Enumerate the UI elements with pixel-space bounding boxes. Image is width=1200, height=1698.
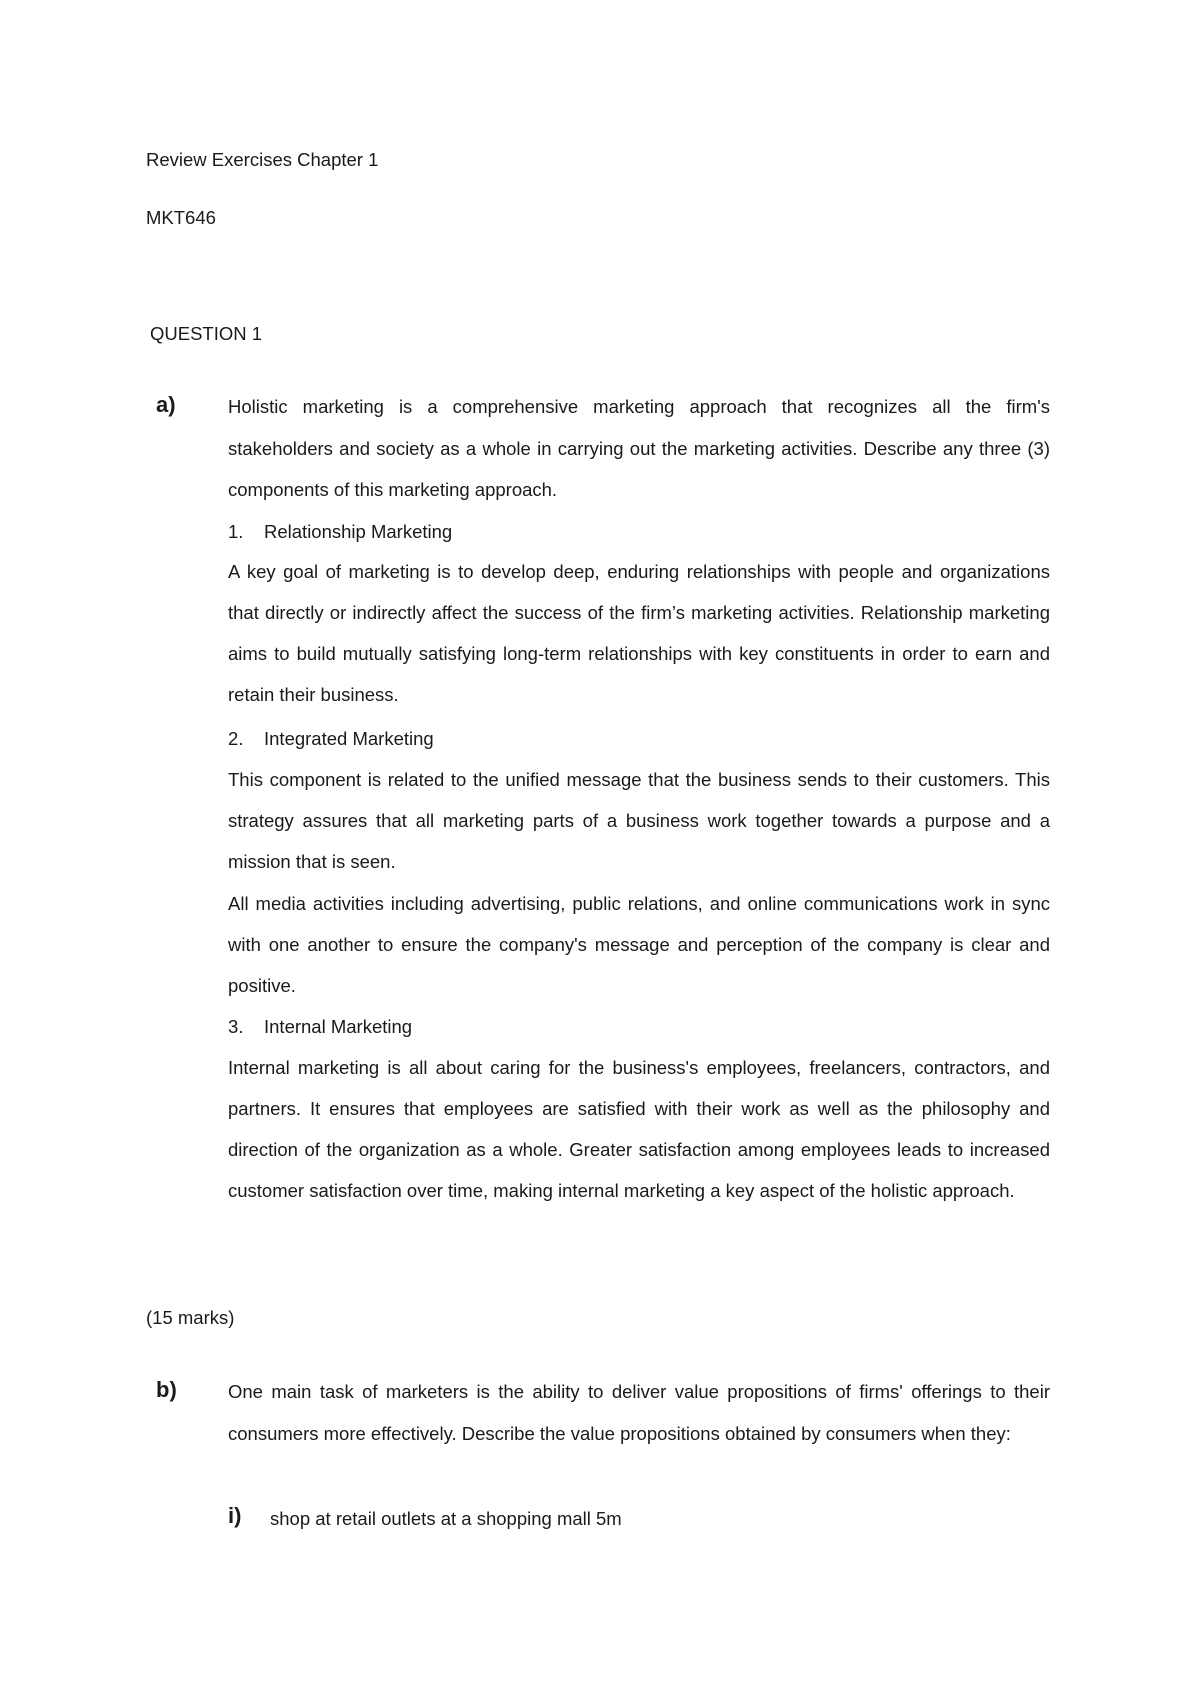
part-a-label: a)	[156, 392, 176, 417]
list-item-label: Integrated Marketing	[264, 728, 434, 749]
list-item-title	[228, 520, 452, 544]
sub-item-label: i)	[228, 1503, 242, 1528]
list-item-number: 1.	[228, 521, 244, 542]
part-b-label: b)	[156, 1377, 177, 1402]
list-item-label: Internal Marketing	[264, 1016, 413, 1037]
list-item-paragraph: A key goal of marketing is to develop deep, enduring relationships with people and organizations that directly or indirectly affect the success of the firm’s marketing activities. Relationship marketing aims to build mutually satisfying long-term relationships with key constituents in order to earn and retain their business.	[228, 561, 1050, 705]
list-item-title	[228, 1015, 412, 1039]
document-title: Review Exercises Chapter 1	[146, 149, 379, 170]
list-item-number: 3.	[228, 1016, 244, 1037]
list-item-paragraph: All media activities including advertising, public relations, and online communications work in sync with one another to ensure the company's message and perception of the company is clear and positive.	[228, 893, 1050, 996]
list-item-label: Relationship Marketing	[264, 521, 453, 542]
part-a-prompt: Holistic marketing is a comprehensive marketing approach that recognizes all the firm's stakeholders and society as a whole in carrying out the marketing activities. Describe any three (3) components of this marketing approach.	[228, 396, 1050, 500]
list-item-number: 2.	[228, 728, 244, 749]
marks-label: (15 marks)	[146, 1307, 235, 1328]
list-item-paragraph: Internal marketing is all about caring for the business's employees, freelancers, contractors, and partners. It ensures that employees are satisfied with their work as well as the philosophy and direction of the organization as a whole. Greater satisfaction among employees leads to increased customer satisfaction over time, making internal marketing a key aspect of the holistic approach.	[228, 1057, 1050, 1201]
list-item-paragraph: This component is related to the unified message that the business sends to their customers. This strategy assures that all marketing parts of a business work together towards a purpose and a mission that is seen.	[228, 769, 1050, 872]
list-item-title	[228, 727, 434, 751]
sub-item-text: shop at retail outlets at a shopping mall 5m	[270, 1508, 622, 1529]
question-heading: QUESTION 1	[150, 323, 263, 344]
course-code: MKT646	[146, 207, 216, 228]
part-b-prompt: One main task of marketers is the ability to deliver value propositions of firms' offerings to their consumers more effectively. Describe the value propositions obtained by consumers when they:	[228, 1381, 1050, 1444]
